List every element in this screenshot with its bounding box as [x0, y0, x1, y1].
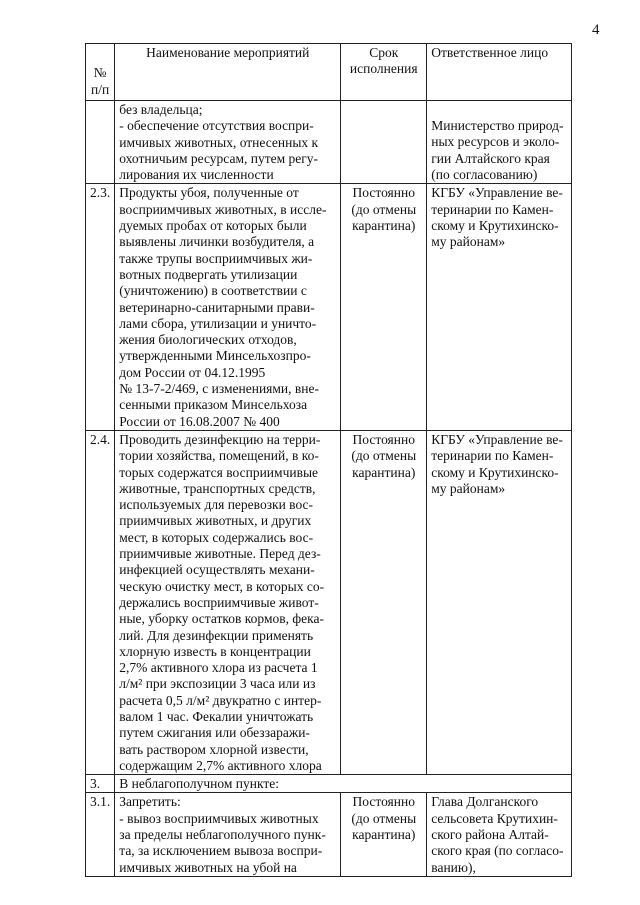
- row-responsible: Министерство природ- ных ресурсов и эколо- гии Алтайского края (по согласованию): [427, 101, 572, 184]
- table-row: [86, 184, 572, 430]
- header-term: Срок исполнения: [341, 44, 427, 101]
- row-number: 3.: [86, 775, 115, 793]
- table-row: [86, 101, 572, 184]
- row-term: Постоянно (до отмены карантина): [341, 793, 427, 876]
- header-name: Наименование мероприятий: [115, 44, 341, 101]
- row-measure: Продукты убоя, полученные от восприимчивых животных, в иссле- дуемых пробах от которых были выявлены личинки возбудителя, а также трупы восприимчивых жи- вотных подвергать утилизации (уничтожению) в соответствии с ветеринарно-санитарными прави- лами сбора, утилизации и уничто- жения биологических отходов, утвержденными Минсельхозпро- дом России от 04.12.1995 № 13-7-2/469, с изменениями, вне- сенными приказом Минсельхоза России от 16.08.2007 № 400: [115, 184, 341, 430]
- measures-table: [85, 43, 572, 877]
- row-number: 3.1.: [86, 793, 115, 876]
- row-term: Постоянно (до отмены карантина): [341, 430, 427, 774]
- row-measure: Проводить дезинфекцию на терри- тории хозяйства, помещений, в ко- торых содержатся восприимчивые животные, транспортных средств, используемых для перевозки вос- приимчивых животных, и других мест, в которых содержались вос- приимчивые животные. Перед дез- инфекцией осуществлять механи- ческую очистку мест, в которых со- держались восприимчивые живот- ные, уборку остатков кормов, фека- лий. Для дезинфекции применять хлорную известь в концентрации 2,7% активного хлора из расчета 1 л/м² при экспозиции 3 часа или из расчета 0,5 л/м² двукратно с интер- валом 1 час. Фекалии уничтожать путем сжигания или обеззаражи- вать раствором хлорной извести, содержащим 2,7% активного хлора: [115, 430, 341, 774]
- row-term: [341, 101, 427, 184]
- row-measure: Запретить: - вывоз восприимчивых животных за пределы неблагополучного пунк- та, за исключением вывоза воспри- имчивых животных на убой на: [115, 793, 341, 876]
- row-number: 2.3.: [86, 184, 115, 430]
- row-number: [86, 101, 115, 184]
- table-header-row: [86, 44, 572, 101]
- table-row: [86, 793, 572, 876]
- section-heading: В неблагополучном пункте:: [115, 775, 572, 793]
- page-number: 4: [592, 22, 600, 38]
- row-number: 2.4.: [86, 430, 115, 774]
- row-responsible: Глава Долганского сельсовета Крутихин- ского района Алтай- ского края (по согласо- ванию),: [427, 793, 572, 876]
- row-responsible: КГБУ «Управление ве- теринарии по Камен- скому и Крутихинско- му районам»: [427, 430, 572, 774]
- row-term: Постоянно (до отмены карантина): [341, 184, 427, 430]
- row-measure: без владельца; - обеспечение отсутствия воспри- имчивых животных, отнесенных к охотничьим ресурсам, путем регу- лирования их численности: [115, 101, 341, 184]
- header-number: № п/п: [86, 44, 115, 101]
- row-responsible: КГБУ «Управление ве- теринарии по Камен- скому и Крутихинско- му районам»: [427, 184, 572, 430]
- header-responsible: Ответственное лицо: [427, 44, 572, 101]
- table-row: [86, 430, 572, 774]
- table-row: [86, 775, 572, 793]
